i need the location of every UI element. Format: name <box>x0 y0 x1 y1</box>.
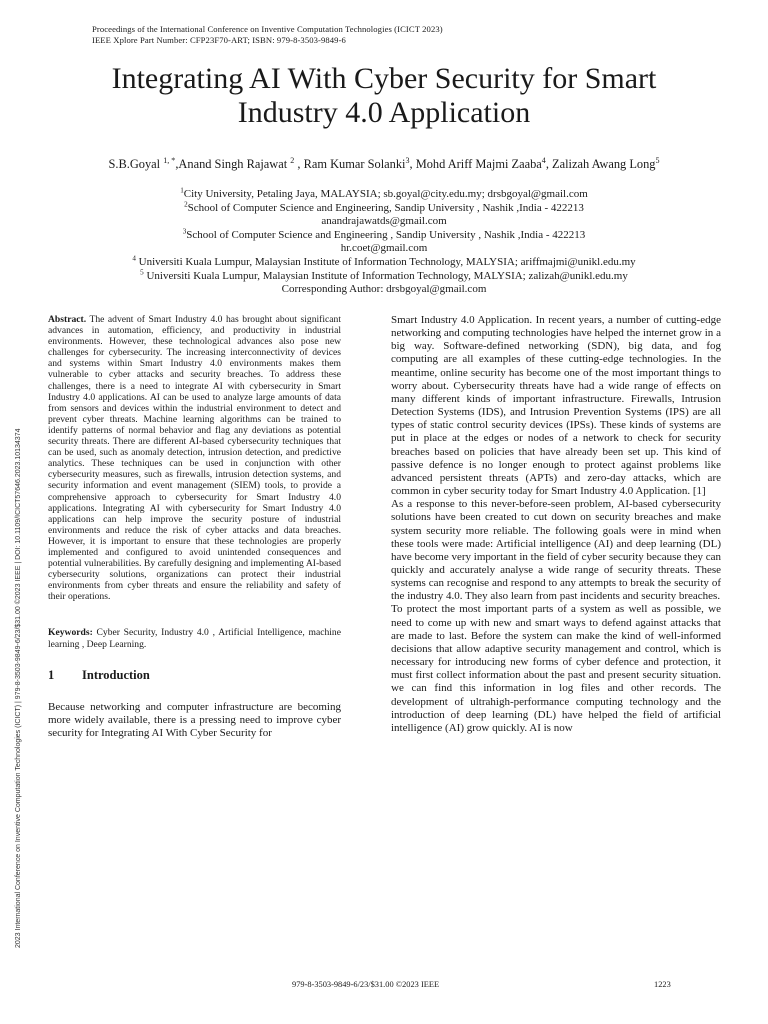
author <box>416 157 546 171</box>
paper-title <box>60 62 708 130</box>
affiliation-mark: 5 <box>140 267 144 276</box>
affiliation-text: Corresponding Author: drsbgoyal@gmail.com <box>281 283 487 296</box>
affiliation-line <box>60 256 708 270</box>
section-title: Introduction <box>82 667 150 682</box>
affiliation-text: Universiti Kuala Lumpur, Malaysian Institute of Information Technology, MALYSIA; ariffmajmi@unikl.edu.my <box>135 255 636 268</box>
body-paragraph: As a response to this never-before-seen problem, AI-based cybersecurity solutions have been created to cut down on security breaches and make system security more reliable. The following goals were in mind when these tools were made: Artificial intelligence (AI) and deep learning (DL) have become very important in the field of cyber security because they can quickly and accurately analyse a wide range of security threats. These systems can recognise and respond to any attempts to break the security of the industry 4.0. They also learn from past incidents and security breaches. <box>391 498 721 603</box>
author-separator: , <box>409 157 416 171</box>
abstract-text: The advent of Smart Industry 4.0 has brought about significant advances in automation, efficiency, and productivity in industrial environments. However, these technological advances also pose new challenges for cybersecurity. The increasing interconnectivity of devices and systems within Smart Industry 4.0 environments makes them vulnerable to cyber attacks and security breaches. To address these challenges, there is a need to integrate AI with cybersecurity in Smart Industry 4.0 applications. AI can be used to analyze large amounts of data from sensors and devices within the industrial environment to detect and prevent cyber threats. Machine learning algorithms can be trained to identify patterns of normal behavior and flag any deviations as potential security threats. There are different AI-based cybersecurity techniques that can be used, such as anomaly detection, intrusion detection, and predictive analytics. These techniques can be used in conjunction with other cybersecurity measures, such as firewalls, intrusion detection systems, and security information and event management (SIEM) tools, to provide a comprehensive approach to cybersecurity for Smart Industry 4.0 applications. Integrating AI with cybersecurity for Smart Industry 4.0 applications can help improve the security posture of industrial environments and reduce the risk of cyber attacks and data breaches. However, it is important to ensure that these technologies are properly implemented and configured to avoid unintended consequences and potential vulnerabilities. By carefully designing and implementing AI-based cybersecurity solutions, organizations can protect their industrial environments from cyber threats and ensure the reliability and safety of their operations. <box>48 314 341 603</box>
paper-title-line-1: Integrating AI With Cyber Security for Smart <box>111 62 657 95</box>
affiliation-line <box>60 267 708 284</box>
section-number: 1 <box>48 667 55 682</box>
affiliation-line <box>60 215 708 229</box>
side-citation-strip: 2023 International Conference on Inventive Computation Technologies (ICICT) | 979-8-3503-9849-6/23/$31.00 ©2023 IEEE | DOI: 10.1109/ICICT57646.2023.10134374 <box>15 428 22 948</box>
corresponding-author <box>60 283 708 297</box>
affiliation-mark: 2 <box>184 199 188 208</box>
running-header-isbn: IEEE Xplore Part Number: CFP23F70-ART; ISBN: 979-8-3503-9849-6 <box>92 35 346 45</box>
running-header-proceedings: Proceedings of the International Conference on Inventive Computation Technologies (ICICT 2023) <box>92 24 443 34</box>
author <box>552 157 660 171</box>
author-mark: 2 <box>290 155 295 165</box>
author-mark: 3 <box>405 155 410 165</box>
author-name: Ram Kumar Solanki <box>303 157 406 171</box>
author <box>178 157 294 171</box>
left-column <box>48 314 341 740</box>
affiliation-text: hr.coet@gmail.com <box>340 242 428 255</box>
author-separator: , <box>175 157 179 171</box>
intro-paragraph: Because networking and computer infrastructure are becoming more widely available, there is a pressing need to improve cyber security for Integrating AI With Cyber Security for <box>48 700 341 740</box>
section-heading <box>48 667 341 682</box>
author-name: Anand Singh Rajawat <box>178 157 288 171</box>
author <box>108 157 175 171</box>
page-number: 1223 <box>654 980 671 989</box>
affiliation-text: anandrajawatds@gmail.com <box>321 215 447 228</box>
affiliation-line <box>60 242 708 256</box>
affiliation-text: School of Computer Science and Engineering, Sandip University , Nashik ,India - 422213 <box>187 201 584 214</box>
affiliation-mark: 3 <box>182 227 187 236</box>
affiliation-line <box>60 199 708 216</box>
author-name: Mohd Ariff Majmi Zaaba <box>415 157 542 171</box>
affiliation-mark: 4 <box>132 254 136 263</box>
footer-copyright: 979-8-3503-9849-6/23/$31.00 ©2023 IEEE <box>292 980 440 989</box>
affiliation-line <box>60 229 708 243</box>
abstract <box>48 314 341 602</box>
affiliation-line <box>60 188 708 202</box>
body-paragraph: To protect the most important parts of a system as well as possible, we need to come up with new and smart ways to defend against attacks that are made to last. Before the system can make the kind of well-informed decisions that allow adaptive security management and control, which is necessary for introducing new forms of cyber defence and protection, it must first collect information about the past and present security situation. we can find this information in log files and other records. The development of ultrahigh-performance computing technology and the introduction of deep learning (DL) have helped the field of artificial intelligence (AI) grow quickly. AI is now <box>391 603 721 734</box>
affiliation-text: City University, Petaling Jaya, MALAYSIA; sb.goyal@city.edu.my; drsbgoyal@gmail.com <box>183 188 588 200</box>
right-column <box>391 314 721 735</box>
affiliation-text: Universiti Kuala Lumpur, Malaysian Institute of Information Technology, MALYSIA; zalizah@unikl.edu.my <box>143 269 628 282</box>
body-paragraph: Smart Industry 4.0 Application. In recent years, a number of cutting-edge networking and computing technologies have helped the internet grow in a big way. Software-defined networking (SDN), big data, and fog computing are all examples of these cutting-edge technologies. In the meantime, online security has become one of the most important things to worry about. Cybersecurity threats have had a wide range of effects on many different kinds of important infrastructure. Firewalls, Intrusion Detection Systems (IDS), and Intrusion Prevention Systems (IPS) are all types of static control security devices (IPSs). These kinds of systems are put in place at the edges or nodes of a network to check for security breaches based on policies that have already been set up. This kind of passive defence is no longer enough to protect against problems like advanced persistent threats (APTs) and zero-day attacks, which are common in cyber security today for Smart Industry 4.0 Application. [1] <box>391 314 721 498</box>
author-name: Zalizah Awang Long <box>552 157 656 171</box>
author-list <box>20 156 748 172</box>
author-separator: , <box>545 157 553 171</box>
affiliations <box>60 188 708 297</box>
author <box>304 157 410 171</box>
affiliation-mark: 1 <box>180 186 184 195</box>
author-mark: 4 <box>541 155 546 165</box>
author-mark: 5 <box>655 155 660 165</box>
keywords-text: Cyber Security, Industry 4.0 , Artificial Intelligence, machine learning , Deep Learning. <box>48 627 341 650</box>
author-separator: , <box>294 157 304 171</box>
keywords <box>48 627 341 649</box>
author-name: S.B.Goyal <box>108 157 161 171</box>
keywords-label: Keywords: <box>48 627 93 639</box>
affiliation-text: School of Computer Science and Engineering , Sandip University , Nashik ,India - 422213 <box>186 228 586 241</box>
author-mark: 1, * <box>163 155 176 165</box>
abstract-label: Abstract. <box>48 314 87 325</box>
paper-title-line-2: Industry 4.0 Application <box>237 96 531 129</box>
